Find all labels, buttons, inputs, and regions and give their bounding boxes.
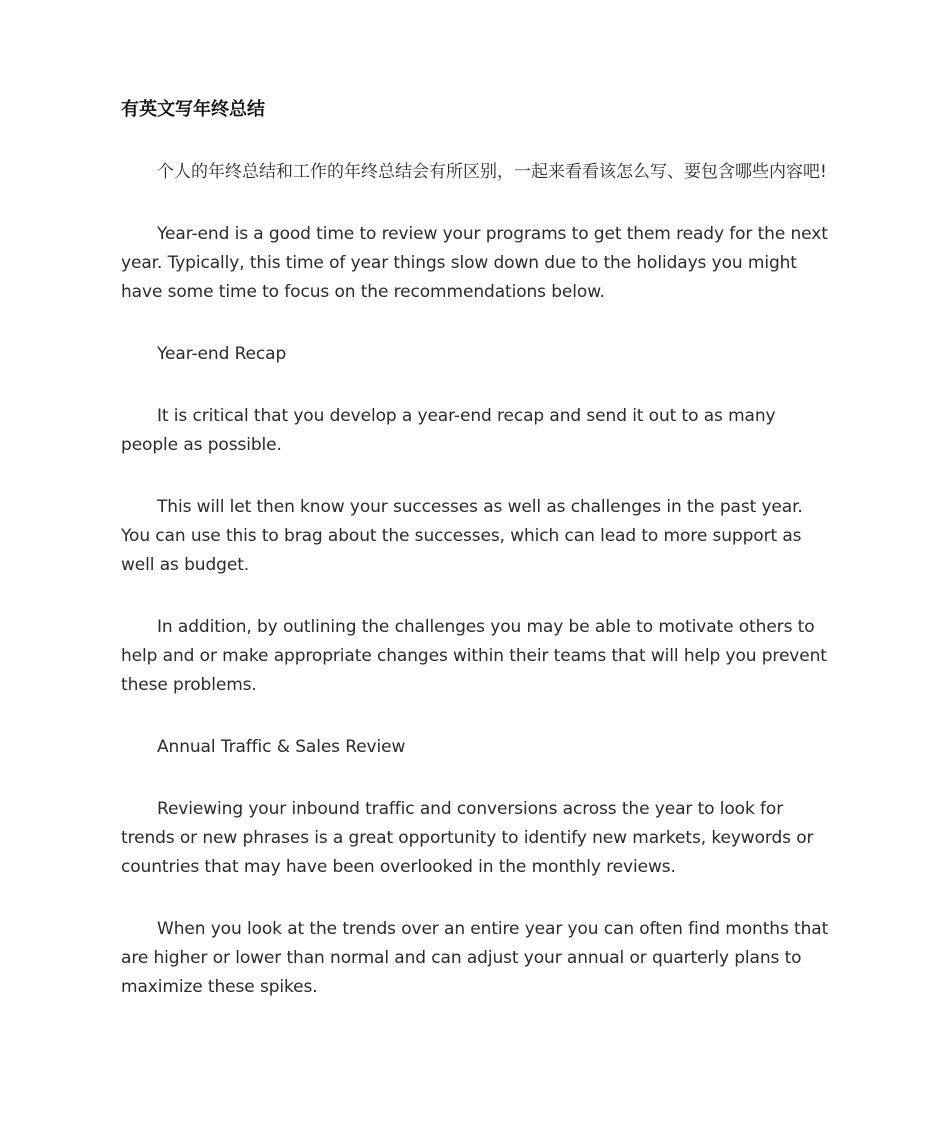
document-page <box>121 96 829 1035</box>
body-paragraph: Year-end is a good time to review your programs to get them ready for the next year. Typically, this time of year things slow down due to the holidays you might have some time to focus on the recommendations below. <box>121 224 828 302</box>
section-heading: Year-end Recap <box>157 344 287 364</box>
intro-paragraph: 个人的年终总结和工作的年终总结会有所区别，一起来看看该怎么写、要包含哪些内容吧! <box>157 162 827 182</box>
document-title: 有英文写年终总结 <box>121 99 265 120</box>
body-paragraph: Reviewing your inbound traffic and conversions across the year to look for trends or new phrases is a great opportunity to identify new markets, keywords or countries that may have been overlooked in the monthly reviews. <box>121 799 814 877</box>
body-paragraph: This will let then know your successes as well as challenges in the past year. You can use this to brag about the successes, which can lead to more support as well as budget. <box>121 497 803 575</box>
body-paragraph: In addition, by outlining the challenges you may be able to motivate others to help and or make appropriate changes within their teams that will help you prevent these problems. <box>121 617 827 695</box>
body-paragraph: It is critical that you develop a year-end recap and send it out to as many people as possible. <box>121 406 776 455</box>
body-paragraph: When you look at the trends over an entire year you can often find months that are higher or lower than normal and can adjust your annual or quarterly plans to maximize these spikes. <box>121 919 829 997</box>
section-heading: Annual Traffic & Sales Review <box>157 737 406 757</box>
